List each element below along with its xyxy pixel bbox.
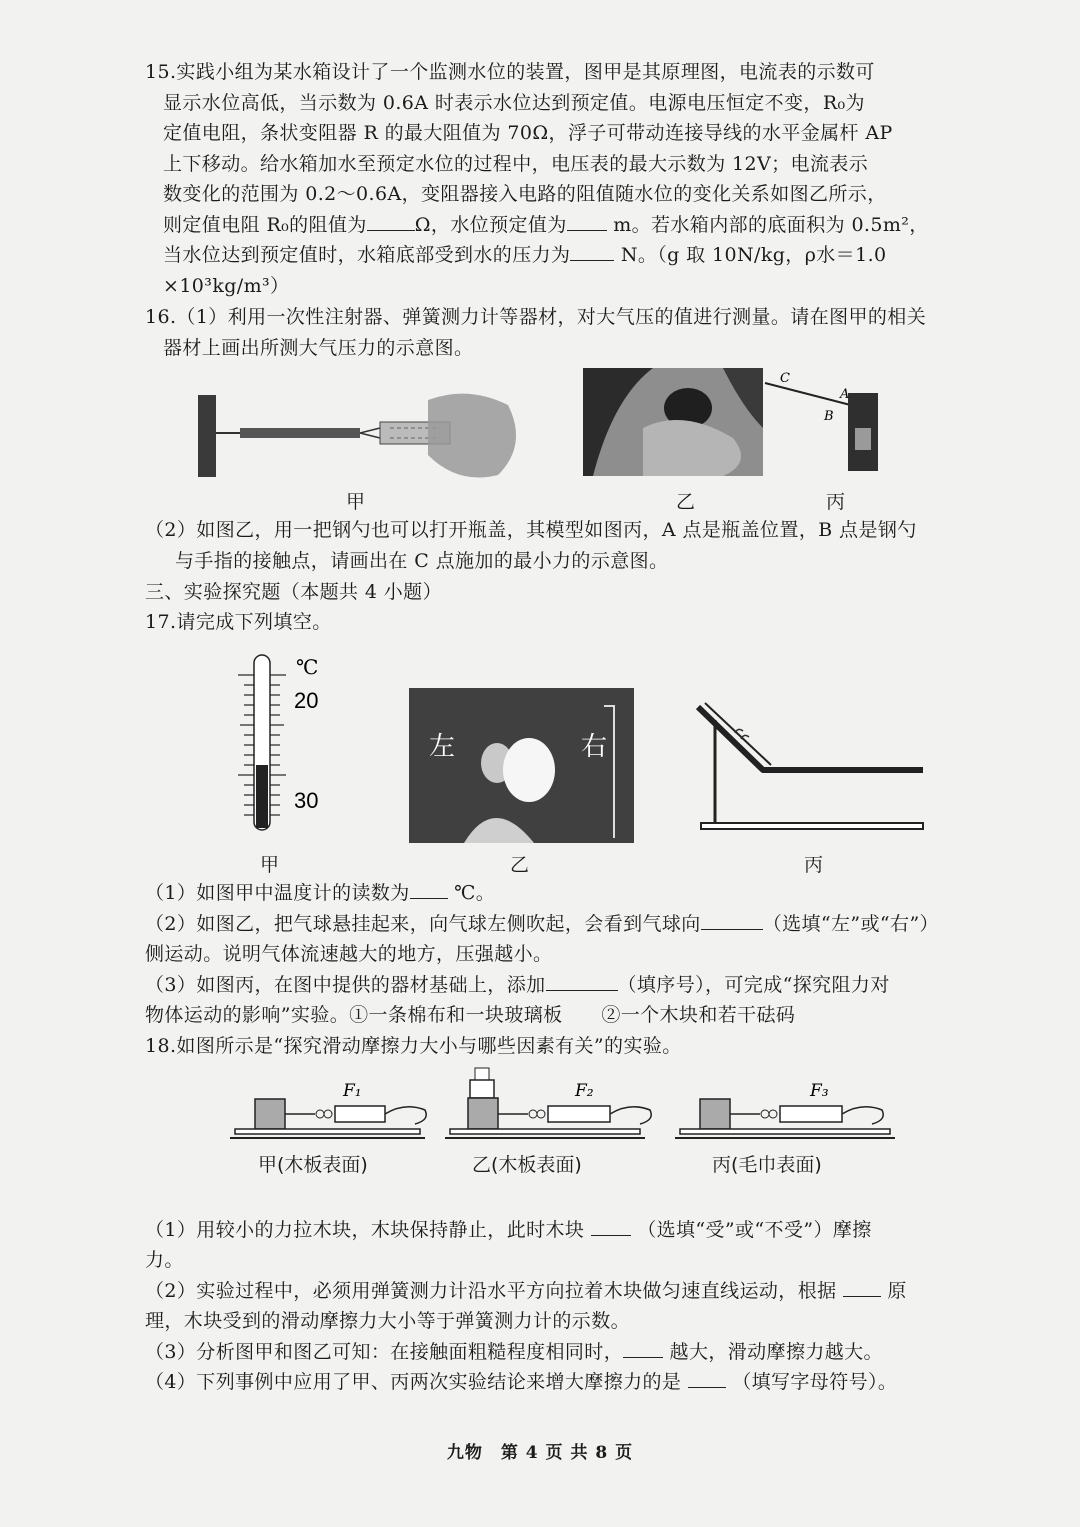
fig18-caption-yi: 乙(木板表面) <box>472 1154 582 1176</box>
q17-line-2 <box>145 909 939 940</box>
friction-setup-yi <box>445 1068 651 1138</box>
point-b-label: B <box>824 409 834 424</box>
q15-text-g: N。（g 取 10N/kg，ρ水＝1.0 <box>620 244 887 266</box>
wood-block <box>700 1099 730 1129</box>
q15-blank-r0[interactable] <box>367 210 415 231</box>
q18-text-6b: （填写字母符号）。 <box>732 1371 898 1393</box>
q15-line-6 <box>163 210 929 241</box>
tick-label-30: 30 <box>294 788 319 813</box>
q18-line-5 <box>145 1337 883 1368</box>
wood-block <box>468 1098 498 1129</box>
q16-line-2: 器材上画出所测大气压力的示意图。 <box>163 337 474 359</box>
q18-text-5b: 越大，滑动摩擦力越大。 <box>669 1341 883 1363</box>
q17-blank-direction[interactable] <box>701 909 763 930</box>
thermometer-unit: ℃ <box>296 655 319 679</box>
q17-text-4b: （填序号），可完成“探究阻力对 <box>617 974 890 996</box>
q16-line-3: （2）如图乙，用一把钢勺也可以打开瓶盖，其模型如图丙，A 点是瓶盖位置，B 点是钢勺 <box>145 519 917 541</box>
q18-text-3: （2）实验过程中，必须用弹簧测力计沿水平方向拉着木块做匀速直线运动，根据 <box>145 1280 837 1302</box>
towel-surface <box>680 1129 890 1134</box>
q17-text-2: （2）如图乙，把气球悬挂起来，向气球左侧吹起，会看到气球向 <box>145 913 701 935</box>
q18-blank-letter[interactable] <box>688 1367 726 1388</box>
connector-wire <box>360 428 380 438</box>
ramp-figure <box>693 695 928 840</box>
q18-text-6: （4）下列事例中应用了甲、丙两次实验结论来增大摩擦力的是 <box>145 1371 682 1393</box>
board <box>450 1129 640 1134</box>
fig16-caption-jia: 甲 <box>346 491 366 513</box>
tick-label-20: 20 <box>294 688 319 713</box>
friction-setup-jia <box>230 1081 426 1138</box>
syringe-figure <box>190 380 530 480</box>
friction-setup-bing <box>675 1081 895 1138</box>
thermometer <box>228 650 338 835</box>
q17-line-3: 侧运动。说明气体流速越大的地方，压强越小。 <box>145 943 553 965</box>
q17-line-1 <box>145 878 495 909</box>
ramp-base <box>701 823 923 829</box>
spoon-bottle-photo <box>583 368 763 476</box>
wood-block <box>255 1099 285 1129</box>
q18-text-5: （3）分析图甲和图乙可知：在接触面粗糙程度相同时， <box>145 1341 624 1363</box>
q15-line-4: 上下移动。给水箱加水至预定水位的过程中，电压表的最大示数为 12V；电流表示 <box>163 153 869 175</box>
friction-figures <box>225 1062 905 1144</box>
spring-scale <box>780 1106 842 1122</box>
q16-line-1: 16.（1）利用一次性注射器、弹簧测力计等器材，对大气压的值进行测量。请在图甲的相关 <box>145 306 927 328</box>
fig18-caption-jia: 甲(木板表面) <box>258 1154 368 1176</box>
q15-line-2: 显示水位高低，当示数为 0.6A 时表示水位达到预定值。电源电压恒定不变，R₀为 <box>163 92 865 114</box>
force-f3-label: F₃ <box>810 1081 829 1101</box>
q17-text-4: （3）如图丙，在图中提供的器材基础上，添加 <box>145 974 546 996</box>
weight <box>470 1080 494 1098</box>
spring-scale <box>548 1106 610 1122</box>
force-f2-label: F₂ <box>575 1081 594 1101</box>
fig18-caption-bing: 丙(毛巾表面) <box>712 1154 822 1176</box>
point-c-label: C <box>780 371 790 386</box>
balloon-photo <box>409 688 634 843</box>
q18-title: 18.如图所示是“探究滑动摩擦力大小与哪些因素有关”的实验。 <box>145 1035 682 1057</box>
section-3-heading: 三、实验探究题（本题共 4 小题） <box>145 581 442 603</box>
q17-blank-option[interactable] <box>546 970 618 991</box>
hand-photo <box>428 394 516 478</box>
q15-line-7 <box>163 240 887 271</box>
force-f1-label: F₁ <box>343 1081 362 1101</box>
spring-scale <box>335 1106 385 1122</box>
q15-text-level: Ω，水位预定值为 <box>414 214 567 236</box>
q15-line-8: ×10³kg/m³） <box>163 275 290 297</box>
q18-text-3b: 原 <box>887 1280 907 1302</box>
fig16-caption-bing: 丙 <box>826 491 846 513</box>
q15-text-r0: 则定值电阻 R₀的阻值为 <box>163 214 367 236</box>
label-left: 左 <box>429 732 456 762</box>
q17-line-5: 物体运动的影响”实验。①一条棉布和一块玻璃板 ②一个木块和若干砝码 <box>145 1004 796 1026</box>
fig17-caption-jia: 甲 <box>260 854 280 876</box>
q15-blank-level[interactable] <box>567 210 607 231</box>
q17-title: 17.请完成下列填空。 <box>145 611 332 633</box>
q17-text-unit: ℃。 <box>454 882 496 904</box>
q18-blank-friction[interactable] <box>591 1215 631 1236</box>
q15-text-area: m。若水箱内部的底面积为 0.5m²， <box>613 214 929 236</box>
fig17-caption-yi: 乙 <box>510 854 530 876</box>
q18-line-1 <box>145 1215 872 1246</box>
q18-line-6 <box>145 1367 897 1398</box>
mercury-column <box>256 765 268 828</box>
fig17-caption-bing: 丙 <box>804 854 824 876</box>
q18-line-3 <box>145 1276 907 1307</box>
q17-text-2b: （选填“左”或“右”） <box>762 913 939 935</box>
wall-block <box>198 395 216 477</box>
q18-line-4: 理，木块受到的滑动摩擦力大小等于弹簧测力计的示数。 <box>145 1310 631 1332</box>
q18-text-1: （1）用较小的力拉木块，木块保持静止，此时木块 <box>145 1219 585 1241</box>
q17-blank-temp[interactable] <box>410 878 448 899</box>
ramp-track <box>698 707 923 770</box>
q18-blank-factor[interactable] <box>623 1337 663 1358</box>
page-footer: 九物 第 4 页 共 8 页 <box>446 1443 634 1463</box>
spring-scale-body <box>240 428 360 438</box>
q18-blank-principle[interactable] <box>843 1276 881 1297</box>
point-a-label: A <box>840 387 850 402</box>
q15-line-1: 15.实践小组为某水箱设计了一个监测水位的装置，图甲是其原理图，电流表的示数可 <box>145 61 875 83</box>
q17-line-4 <box>145 970 890 1001</box>
q15-line-5: 数变化的范围为 0.2～0.6A，变阻器接入电路的阻值随水位的变化关系如图乙所示， <box>163 183 887 205</box>
q17-text-1: （1）如图甲中温度计的读数为 <box>145 882 410 904</box>
label-right: 右 <box>581 732 608 762</box>
fig16-caption-yi: 乙 <box>676 491 696 513</box>
q18-text-1b: （选填“受”或“不受”）摩擦 <box>637 1219 872 1241</box>
q15-blank-force[interactable] <box>570 240 614 261</box>
q18-line-2: 力。 <box>145 1249 184 1271</box>
balloon <box>503 738 555 802</box>
board <box>235 1129 420 1134</box>
q16-line-4: 与手指的接触点，请画出在 C 点施加的最小力的示意图。 <box>175 550 669 572</box>
q15-line-3: 定值电阻，条状变阻器 R 的最大阻值为 70Ω，浮子可带动连接导线的水平金属杆 AP <box>163 122 893 144</box>
q15-text-force: 当水位达到预定值时，水箱底部受到水的压力为 <box>163 244 571 266</box>
bottle-lever-model <box>760 368 900 473</box>
